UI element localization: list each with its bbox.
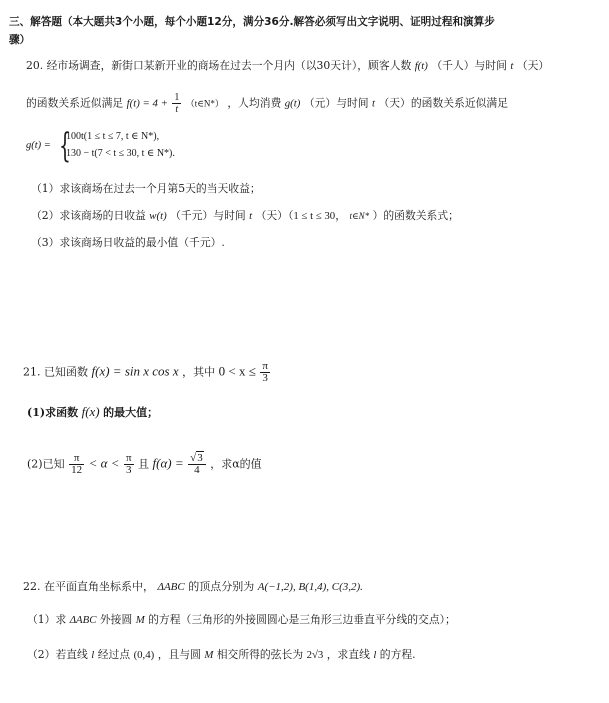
q22-tri2: ΔABC bbox=[69, 614, 97, 626]
q21-sub1a: (1)求函数 bbox=[27, 406, 79, 419]
q22-sub2c: ，且与圆 bbox=[157, 648, 201, 661]
q20-sub2e: ）的函数关系式； bbox=[372, 209, 459, 222]
q21-line1 bbox=[23, 361, 271, 384]
q21-frac-sqrt3 bbox=[188, 453, 206, 476]
q21-pi3-den: 3 bbox=[126, 464, 132, 476]
q21-sqrt3: 3 bbox=[197, 452, 203, 464]
q22-pt: (0,4) bbox=[133, 649, 155, 661]
q21-f-alpha: f(α) = bbox=[152, 455, 184, 471]
q20-sub3: （3）求该商场日收益的最小值（千元）. bbox=[31, 236, 225, 249]
q22-sub1c: 的方程（三角形的外接圆圆心是三角形三边垂直平分线的交点）； bbox=[148, 613, 456, 626]
q22-sub2b: 经过点 bbox=[97, 648, 131, 661]
q21-pi3-num: π bbox=[125, 452, 132, 464]
q21-text1: 已知函数 bbox=[44, 365, 88, 379]
q20-sub1: （1）求该商场在过去一个月第5天的当天收益； bbox=[31, 182, 261, 195]
q22-sub2a: （2）若直线 bbox=[27, 648, 88, 661]
section-heading-cont bbox=[9, 32, 30, 48]
q20-text2b: ，人均消费 bbox=[227, 96, 282, 110]
q21-lt-alpha: < α < bbox=[88, 455, 120, 471]
q22-sub2 bbox=[27, 647, 416, 663]
q20-text2d: （天）的函数关系近似满足 bbox=[378, 96, 509, 110]
q20-f-frac-num: 1 bbox=[174, 92, 180, 103]
q20-sub2b: （千元）与时间 bbox=[170, 209, 246, 222]
q20-gx: g(t) bbox=[284, 97, 301, 110]
q22-l: l bbox=[91, 649, 95, 661]
q21-sub1-fx: f(x) bbox=[81, 404, 100, 419]
section-heading bbox=[9, 14, 495, 30]
q21-sub2b: ，求α的值 bbox=[210, 457, 262, 471]
q20-f-lhs: f(t) = 4 + bbox=[126, 97, 168, 110]
q20-g-lhs: g(t) = bbox=[26, 140, 51, 151]
q20-sub2c: （天）（1 ≤ t ≤ 30， bbox=[255, 210, 347, 222]
q20-fx: f(t) bbox=[414, 60, 428, 72]
q22-sub1a: （1）求 bbox=[27, 613, 67, 626]
q21-range-frac bbox=[260, 361, 270, 384]
q22-pts: A(−1,2), B(1,4), C(3,2). bbox=[257, 581, 363, 593]
q22-line1 bbox=[23, 579, 363, 595]
q21-range-three: 3 bbox=[262, 372, 268, 384]
q21-sub2 bbox=[27, 453, 262, 476]
section-heading-line1: 三、解答题（本大题共3个小题，每个小题12分，满分36分.解答必须写出文字说明、证明过程和演算步 bbox=[9, 16, 495, 28]
q20-t: t bbox=[510, 60, 514, 72]
q20-f-frac bbox=[172, 92, 181, 115]
q22-l2: l bbox=[373, 649, 377, 661]
q21-sub1b: 的最大值； bbox=[103, 406, 159, 419]
q20-f-frac-den: t bbox=[175, 104, 179, 115]
q20-g-case2: 130 − t(7 < t ≤ 30, t ∈ N*). bbox=[66, 148, 175, 159]
q20-g-case1: 100t(1 ≤ t ≤ 7, t ∈ N*), bbox=[66, 131, 160, 142]
q21-pi12-num: π bbox=[69, 453, 84, 465]
q20-f-domain: （t∈N*） bbox=[185, 98, 224, 109]
q20-line2 bbox=[26, 92, 508, 115]
section-heading-line2: 骤） bbox=[9, 34, 31, 46]
q20-t3: t bbox=[249, 210, 253, 222]
q21-frac-pi12 bbox=[69, 453, 84, 476]
q22-text2: 的顶点分别为 bbox=[188, 580, 255, 593]
q20-sub2a: （2）求该商场的日收益 bbox=[31, 209, 146, 222]
q21-sub1 bbox=[27, 404, 158, 421]
q20-sub2 bbox=[31, 208, 459, 224]
q22-sub1 bbox=[27, 612, 456, 628]
q21-range: 0 < x ≤ bbox=[218, 363, 256, 379]
q20-number: 20. bbox=[26, 59, 44, 72]
q21-number: 21. bbox=[23, 365, 41, 379]
q21-sqrt3-num: √3 bbox=[188, 453, 206, 465]
q22-tri: ΔABC bbox=[157, 581, 185, 593]
q22-sub2f: 的方程. bbox=[379, 648, 416, 661]
q20-wx: w(t) bbox=[149, 210, 167, 222]
q20-text2c: （元）与时间 bbox=[303, 96, 369, 110]
q20-text1a: 经市场调查，新街口某新开业的商场在过去一个月内（以30天计），顾客人数 bbox=[46, 59, 412, 72]
q21-four: 4 bbox=[194, 464, 200, 476]
q22-M2: M bbox=[204, 649, 214, 661]
q20-sub2d: t∈N* bbox=[349, 211, 370, 221]
q20-t2: t bbox=[372, 97, 376, 110]
q21-fdef: f(x) = sin x cos x bbox=[91, 363, 179, 379]
q20-line1 bbox=[26, 58, 549, 74]
q22-sub2d: 相交所得的弦长为 bbox=[216, 648, 304, 661]
q21-frac-pi3 bbox=[124, 453, 134, 476]
q22-sub1b: 外接圆 bbox=[99, 613, 133, 626]
q22-sub2e: ，求直线 bbox=[326, 648, 370, 661]
q22-text1: 在平面直角坐标系中， bbox=[44, 580, 154, 593]
q22-number: 22. bbox=[23, 580, 41, 593]
q22-M: M bbox=[135, 614, 145, 626]
q21-text2: ，其中 bbox=[182, 365, 216, 379]
q21-sub2a: (2)已知 bbox=[27, 457, 65, 471]
q20-text1c: （天） bbox=[516, 59, 550, 72]
q22-chord: 2√3 bbox=[306, 649, 324, 661]
q21-qie: 且 bbox=[138, 457, 150, 471]
q20-text2a: 的函数关系近似满足 bbox=[26, 96, 124, 110]
q21-pi12-den: 12 bbox=[71, 464, 83, 476]
q21-range-pi: π bbox=[262, 360, 268, 372]
piecewise-brace: { bbox=[59, 126, 71, 166]
q20-text1b: （千人）与时间 bbox=[431, 59, 507, 72]
